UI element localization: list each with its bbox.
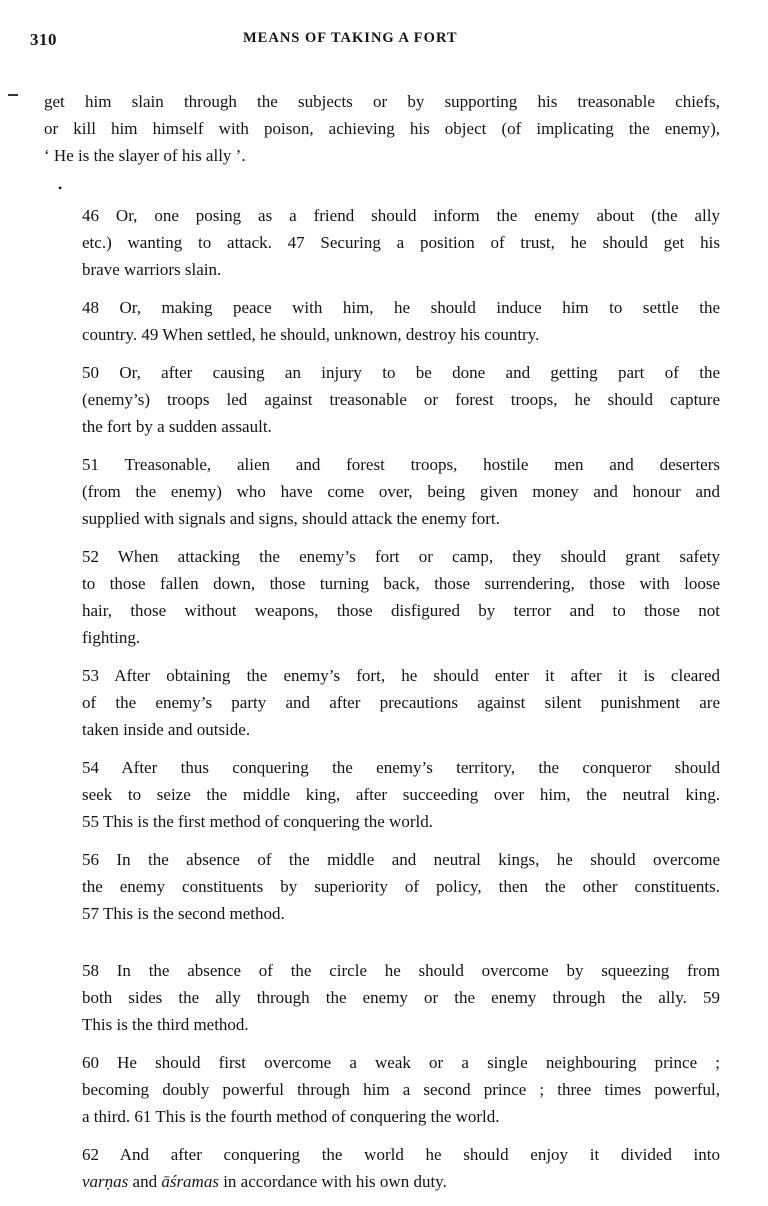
text-line: 53 After obtaining the enemy’s fort, he should enter it after it is cleared (82, 666, 720, 685)
text-line: This is the third method. (82, 1015, 249, 1034)
paragraph-62 (44, 1141, 720, 1195)
paragraph-53 (44, 662, 720, 743)
paragraph-51 (44, 451, 720, 532)
text-line: a third. 61 This is the fourth method of conquering the world. (82, 1107, 500, 1126)
text-line: 60 He should first overcome a weak or a single neighbouring prince ; (82, 1053, 720, 1072)
margin-dash-mark (8, 94, 18, 96)
paragraph-56 (44, 846, 720, 927)
text-line: 56 In the absence of the middle and neutral kings, he should overcome (82, 850, 720, 869)
text-fragment: and (128, 1172, 162, 1191)
text-line: 57 This is the second method. (82, 904, 285, 923)
text-line: ‘ He is the slayer of his ally ’. (44, 146, 246, 165)
text-line: 54 After thus conquering the enemy’s territory, the conqueror should (82, 758, 720, 777)
paragraph-58 (44, 957, 720, 1038)
text-line: 48 Or, making peace with him, he should induce him to settle the (82, 298, 720, 317)
text-line: fighting. (82, 628, 141, 647)
stray-dot-mark: • (58, 181, 63, 195)
paragraph-60 (44, 1049, 720, 1130)
text-fragment: 62 And after conquering the world he should enjoy it divided into (82, 1145, 720, 1164)
body-text (44, 88, 720, 1206)
text-line: both sides the ally through the enemy or the enemy through the ally. 59 (82, 988, 720, 1007)
term-asramas: āśramas (161, 1172, 219, 1191)
paragraph-50 (44, 359, 720, 440)
text-line (44, 1141, 720, 1168)
text-line: the fort by a sudden assault. (82, 417, 272, 436)
text-line: 58 In the absence of the circle he should overcome by squeezing from (82, 961, 720, 980)
paragraph-46 (44, 202, 720, 283)
text-line (44, 1168, 720, 1195)
paragraph-48 (44, 294, 720, 348)
running-head: MEANS OF TAKING A FORT (243, 30, 458, 46)
text-line: the enemy constituents by superiority of policy, then the other constituents. (82, 877, 720, 896)
paragraph-continuation (44, 88, 720, 169)
text-line: hair, those without weapons, those disfigured by terror and to those not (82, 601, 720, 620)
text-line: to those fallen down, those turning back, those surrendering, those with loose (82, 574, 720, 593)
paragraph-54 (44, 754, 720, 835)
text-line: taken inside and outside. (82, 720, 251, 739)
page-header (0, 28, 768, 52)
text-line: etc.) wanting to attack. 47 Securing a position of trust, he should get his (82, 233, 720, 252)
text-line: 51 Treasonable, alien and forest troops, hostile men and deserters (82, 455, 720, 474)
text-line: (enemy’s) troops led against treasonable or forest troops, he should capture (82, 390, 720, 409)
text-line: (from the enemy) who have come over, being given money and honour and (82, 482, 720, 501)
text-line: 46 Or, one posing as a friend should inform the enemy about (the ally (82, 206, 720, 225)
text-line: get him slain through the subjects or by supporting his treasonable chiefs, (44, 92, 720, 111)
text-line: 55 This is the first method of conquering the world. (82, 812, 433, 831)
text-line: becoming doubly powerful through him a second prince ; three times powerful, (82, 1080, 720, 1099)
term-varnas: varṇas (82, 1172, 129, 1191)
paragraph-52 (44, 543, 720, 651)
text-line: of the enemy’s party and after precautions against silent punishment are (82, 693, 720, 712)
text-line: or kill him himself with poison, achieving his object (of implicating the enemy), (44, 119, 720, 138)
text-line: 52 When attacking the enemy’s fort or camp, they should grant safety (82, 547, 720, 566)
text-line: brave warriors slain. (82, 260, 222, 279)
text-line: country. 49 When settled, he should, unknown, destroy his country. (82, 325, 540, 344)
text-line: supplied with signals and signs, should attack the enemy fort. (82, 509, 500, 528)
text-line: 50 Or, after causing an injury to be done and getting part of the (82, 363, 720, 382)
text-fragment: in accordance with his own duty. (218, 1172, 447, 1191)
text-line: seek to seize the middle king, after succeeding over him, the neutral king. (82, 785, 720, 804)
page-number: 310 (30, 30, 57, 49)
